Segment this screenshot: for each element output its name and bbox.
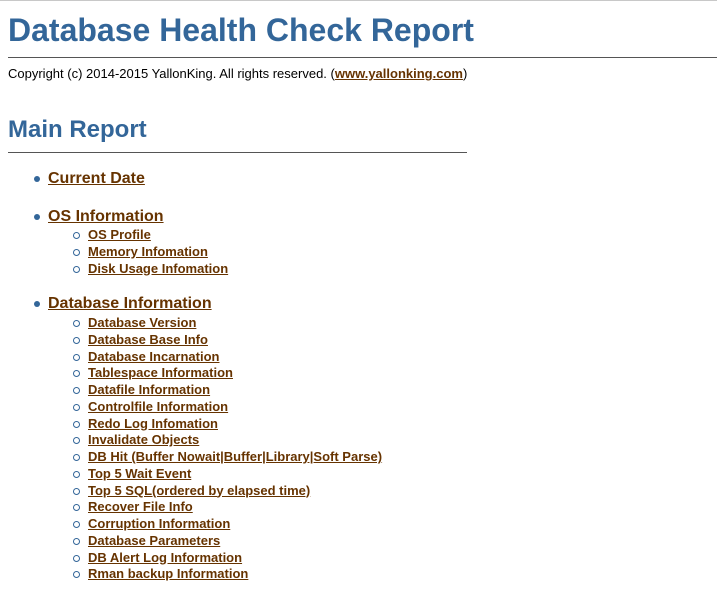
link-invalidate-objects[interactable]: Invalidate Objects [88, 432, 200, 448]
link-current-date[interactable]: Current Date [48, 170, 145, 187]
link-os-information[interactable]: OS Information [48, 208, 164, 225]
circle-bullet-icon [73, 404, 80, 411]
title-divider [8, 57, 717, 58]
link-db-hit[interactable]: DB Hit (Buffer Nowait|Buffer|Library|Soft Parse) [88, 449, 383, 464]
circle-bullet-icon [73, 488, 80, 495]
circle-bullet-icon [73, 232, 80, 239]
link-tablespace-information[interactable]: Tablespace Information [88, 365, 233, 381]
circle-bullet-icon [73, 454, 80, 461]
link-disk-usage-infomation[interactable]: Disk Usage Infomation [88, 260, 229, 276]
link-top-5-sql[interactable]: Top 5 SQL(ordered by elapsed time) [88, 482, 311, 498]
circle-bullet-icon [73, 387, 80, 394]
link-database-incarnation[interactable]: Database Incarnation [88, 348, 220, 364]
circle-bullet-icon [73, 337, 80, 344]
report-page [0, 1, 717, 595]
circle-bullet-icon [73, 538, 80, 545]
circle-bullet-icon [73, 370, 80, 377]
main-report-divider [8, 152, 467, 153]
circle-bullet-icon [73, 471, 80, 478]
circle-bullet-icon [73, 421, 80, 428]
link-datafile-information[interactable]: Datafile Information [88, 382, 211, 397]
copyright-line [8, 66, 467, 82]
circle-bullet-icon [73, 249, 80, 256]
circle-bullet-icon [73, 266, 80, 273]
link-database-parameters[interactable]: Database Parameters [88, 532, 221, 548]
circle-bullet-icon [73, 555, 80, 562]
link-controlfile-information[interactable]: Controlfile Information [88, 398, 229, 414]
link-memory-infomation[interactable]: Memory Infomation [88, 243, 208, 259]
circle-bullet-icon [73, 354, 80, 361]
link-database-base-info[interactable]: Database Base Info [88, 331, 208, 347]
link-db-alert-log-information[interactable]: DB Alert Log Information [88, 549, 243, 565]
circle-bullet-icon [73, 521, 80, 528]
copyright-text: Copyright (c) 2014-2015 YallonKing. All rights reserved. ( [8, 66, 335, 81]
link-top-5-wait-event[interactable]: Top 5 Wait Event [88, 465, 192, 481]
disc-bullet-icon [34, 301, 40, 307]
link-database-version[interactable]: Database Version [88, 315, 197, 330]
main-report-heading: Main Report [8, 116, 147, 143]
circle-bullet-icon [73, 571, 80, 578]
link-os-profile[interactable]: OS Profile [88, 227, 151, 242]
link-corruption-information[interactable]: Corruption Information [88, 516, 231, 531]
link-redo-log-infomation[interactable]: Redo Log Infomation [88, 415, 218, 431]
disc-bullet-icon [34, 176, 40, 182]
disc-bullet-icon [34, 214, 40, 220]
copyright-close: ) [462, 66, 468, 81]
circle-bullet-icon [73, 437, 80, 444]
link-database-information[interactable]: Database Information [48, 295, 212, 312]
circle-bullet-icon [73, 504, 80, 511]
link-recover-file-info[interactable]: Recover File Info [88, 499, 193, 515]
website-link[interactable]: www.yallonking.com [334, 66, 463, 81]
link-rman-backup-information[interactable]: Rman backup Information [88, 566, 249, 582]
circle-bullet-icon [73, 320, 80, 327]
page-title: Database Health Check Report [8, 12, 474, 48]
